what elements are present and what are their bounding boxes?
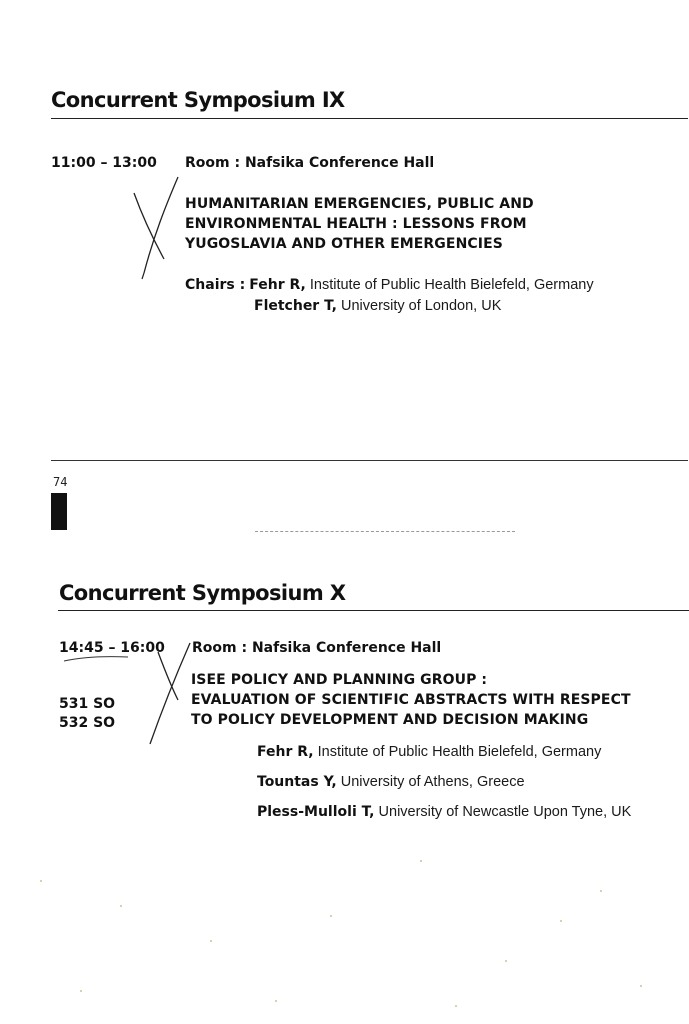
speaker-name: Pless-Mulloli T, bbox=[257, 804, 375, 820]
topic-line: HUMANITARIAN EMERGENCIES, PUBLIC AND bbox=[185, 196, 534, 212]
topic-line: EVALUATION OF SCIENTIFIC ABSTRACTS WITH RESPECT bbox=[191, 692, 631, 708]
chair-row bbox=[185, 277, 594, 293]
paper-speck bbox=[40, 880, 42, 882]
symposium-ix-time: 11:00 – 13:00 bbox=[51, 155, 157, 171]
speaker-affiliation: University of Athens, Greece bbox=[340, 774, 525, 790]
speaker-row bbox=[257, 774, 525, 790]
paper-speck bbox=[275, 1000, 277, 1002]
topic-line: ENVIRONMENTAL HEALTH : LESSONS FROM bbox=[185, 216, 527, 232]
chair-row bbox=[254, 298, 501, 314]
topic-line: TO POLICY DEVELOPMENT AND DECISION MAKING bbox=[191, 712, 589, 728]
topic-line: YUGOSLAVIA AND OTHER EMERGENCIES bbox=[185, 236, 503, 252]
handwritten-cross-mark bbox=[128, 175, 188, 285]
paper-speck bbox=[600, 890, 602, 892]
topic-line: ISEE POLICY AND PLANNING GROUP : bbox=[191, 672, 488, 688]
speaker-row bbox=[257, 804, 631, 820]
symposium-x-time: 14:45 – 16:00 bbox=[59, 640, 165, 656]
speaker-affiliation: Institute of Public Health Bielefeld, Germany bbox=[317, 744, 602, 760]
page-tab-marker bbox=[51, 493, 67, 530]
chair-affiliation: University of London, UK bbox=[341, 298, 502, 314]
paper-speck bbox=[420, 860, 422, 862]
paper-speck bbox=[455, 1005, 457, 1007]
speaker-row bbox=[257, 744, 601, 760]
handwritten-cross-mark bbox=[136, 640, 198, 752]
symposium-x-title: Concurrent Symposium X bbox=[59, 581, 346, 605]
chair-name: Fletcher T, bbox=[254, 298, 337, 314]
chair-affiliation: Institute of Public Health Bielefeld, Germany bbox=[309, 277, 594, 293]
speaker-name: Tountas Y, bbox=[257, 774, 337, 790]
paper-speck bbox=[120, 905, 122, 907]
symposium-ix-title: Concurrent Symposium IX bbox=[51, 88, 345, 112]
symposium-ix-rule bbox=[51, 118, 688, 119]
page-number: 74 bbox=[53, 475, 68, 489]
paper-speck bbox=[640, 985, 642, 987]
symposium-ix-topic bbox=[185, 194, 534, 254]
paper-speck bbox=[505, 960, 507, 962]
symposium-x-topic bbox=[191, 670, 631, 730]
symposium-ix-room: Room : Nafsika Conference Hall bbox=[185, 155, 435, 171]
speaker-affiliation: University of Newcastle Upon Tyne, UK bbox=[378, 804, 632, 820]
symposium-x-rule bbox=[58, 610, 689, 611]
paper-speck bbox=[210, 940, 212, 942]
paper-speck bbox=[80, 990, 82, 992]
paper-speck bbox=[330, 915, 332, 917]
abstract-code: 532 SO bbox=[59, 715, 116, 731]
paper-speck bbox=[560, 920, 562, 922]
handwritten-underline-mark bbox=[62, 654, 132, 664]
dashed-line bbox=[255, 531, 515, 533]
symposium-x-room: Room : Nafsika Conference Hall bbox=[192, 640, 442, 656]
abstract-code: 531 SO bbox=[59, 696, 116, 712]
chairs-label: Chairs : bbox=[185, 277, 246, 293]
chair-name: Fehr R, bbox=[249, 277, 306, 293]
page-separator bbox=[51, 460, 688, 461]
speaker-name: Fehr R, bbox=[257, 744, 314, 760]
